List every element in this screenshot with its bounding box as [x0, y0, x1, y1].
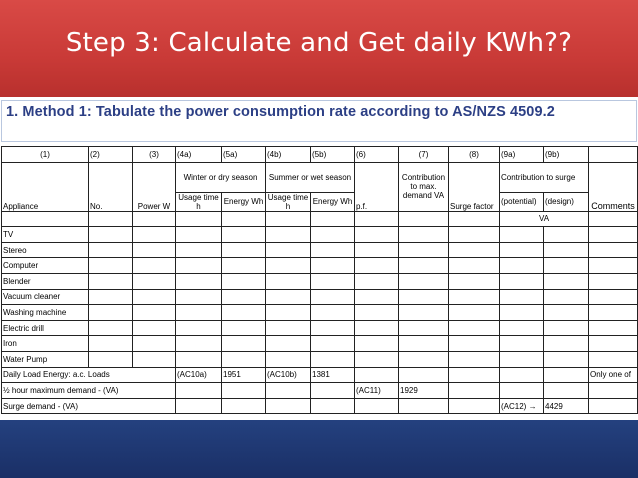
half-hour-label: ½ hour maximum demand - (VA)	[2, 383, 176, 399]
table-row	[2, 273, 638, 289]
appliance-name: Blender	[2, 273, 89, 289]
table-row	[2, 227, 638, 243]
method-heading: 1. Method 1: Tabulate the power consumption rate according to AS/NZS 4509.2	[6, 104, 555, 120]
usage-time-header: Usage time h	[266, 192, 311, 211]
power-consumption-table	[1, 146, 638, 414]
ac12-value: 4429	[544, 398, 589, 414]
col-number: (4a)	[176, 147, 222, 163]
half-hour-demand-row	[2, 383, 638, 399]
ac10b-label: (AC10b)	[266, 367, 311, 383]
ac12-label: (AC12) →	[500, 398, 544, 414]
column-numbers-row	[2, 147, 638, 163]
col-number: (2)	[89, 147, 133, 163]
season-row	[2, 162, 638, 192]
slide-title: Step 3: Calculate and Get daily KWh??	[65, 28, 573, 58]
daily-load-label: Daily Load Energy: a.c. Loads	[2, 367, 176, 383]
number-header: No.	[89, 162, 133, 211]
col-number: (5a)	[222, 147, 266, 163]
appliance-name: Stereo	[2, 242, 89, 258]
pf-header: p.f.	[355, 162, 399, 211]
surge-contribution-header: Contribution to surge	[500, 162, 589, 192]
design-header: (design)	[544, 192, 589, 211]
daily-load-row	[2, 367, 638, 383]
col-number: (9b)	[544, 147, 589, 163]
table-row	[2, 242, 638, 258]
col-number: (3)	[133, 147, 176, 163]
power-header: Power W	[133, 162, 176, 211]
ac11-label: (AC11)	[355, 383, 399, 399]
table-row	[2, 336, 638, 352]
table-row	[2, 320, 638, 336]
ac10a-value: 1951	[222, 367, 266, 383]
col-number: (7)	[399, 147, 449, 163]
col-number: (4b)	[266, 147, 311, 163]
appliance-name: Computer	[2, 258, 89, 274]
footer-band	[0, 420, 638, 478]
energy-header: Energy Wh	[311, 192, 355, 211]
col-number: (1)	[2, 147, 89, 163]
surge-demand-row	[2, 398, 638, 414]
usage-time-header: Usage time h	[176, 192, 222, 211]
comments-header: Comments	[589, 162, 638, 211]
appliance-name: Water Pump	[2, 351, 89, 367]
table-row	[2, 351, 638, 367]
ac10b-value: 1381	[311, 367, 355, 383]
energy-header: Energy Wh	[222, 192, 266, 211]
va-row	[2, 211, 638, 227]
appliance-name: Electric drill	[2, 320, 89, 336]
va-unit: VA	[500, 211, 589, 227]
table-row	[2, 305, 638, 321]
ac10a-label: (AC10a)	[176, 367, 222, 383]
col-number: (6)	[355, 147, 399, 163]
winter-header: Winter or dry season	[176, 162, 266, 192]
appliance-name: Iron	[2, 336, 89, 352]
table-row	[2, 258, 638, 274]
appliance-name: Washing machine	[2, 305, 89, 321]
surge-label: Surge demand - (VA)	[2, 398, 176, 414]
ac11-value: 1929	[399, 383, 449, 399]
potential-header: (potential)	[500, 192, 544, 211]
appliance-header: Appliance	[2, 162, 89, 211]
appliance-name: TV	[2, 227, 89, 243]
col-number: (5b)	[311, 147, 355, 163]
only-one-note: Only one of	[589, 367, 638, 383]
col-number: (8)	[449, 147, 500, 163]
surge-factor-header: Surge factor	[449, 162, 500, 211]
col-number: (9a)	[500, 147, 544, 163]
table-row	[2, 289, 638, 305]
summer-header: Summer or wet season	[266, 162, 355, 192]
max-demand-header: Contribution to max. demand VA	[399, 162, 449, 211]
appliance-name: Vacuum cleaner	[2, 289, 89, 305]
